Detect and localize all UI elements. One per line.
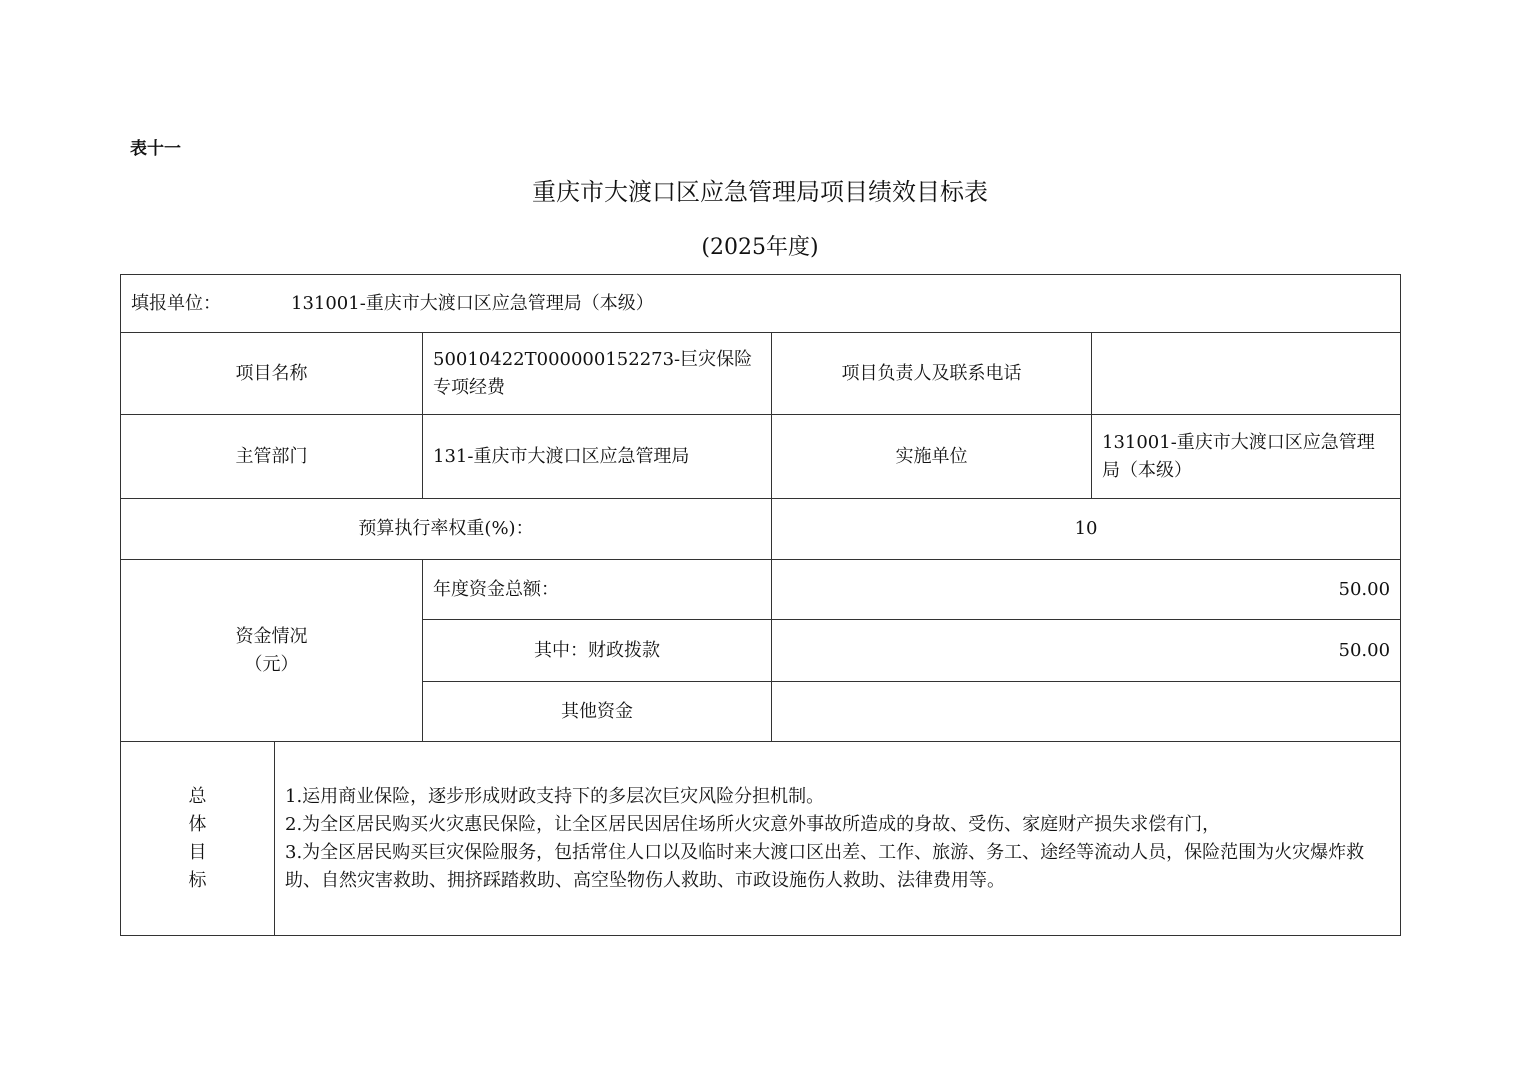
budget-rate-row (121, 499, 1401, 560)
goals-content (275, 742, 1401, 936)
project-name-label: 项目名称 (121, 333, 423, 415)
budget-rate-label: 预算执行率权重(%)： (121, 499, 772, 560)
performance-goal-table (120, 274, 1401, 936)
project-name-value: 50010422T000000152273-巨灾保险专项经费 (423, 333, 772, 415)
goals-label-char: 总 (188, 785, 207, 807)
funds-label-line1: 资金情况 (235, 625, 308, 647)
goal-item-2: 2.为全区居民购买火灾惠民保险，让全区居民因居住场所火灾意外事故所造成的身故、受伤、家庭财产损失求偿有门， (285, 813, 1221, 835)
project-row (121, 333, 1401, 415)
goals-label-char: 目 (188, 841, 207, 863)
project-contact-value (1092, 333, 1401, 415)
funds-label (121, 560, 423, 742)
funds-total-row (121, 560, 1401, 620)
goals-label (121, 742, 275, 936)
budget-rate-value: 10 (772, 499, 1401, 560)
funds-other-value (772, 682, 1401, 742)
goal-item-3: 3.为全区居民购买巨灾保险服务，包括常住人口以及临时来大渡口区出差、工作、旅游、务工、途经等流动人员，保险范围为火灾爆炸救助、自然灾害救助、拥挤踩踏救助、高空坠物伤人救助、市政设施伤人救助、法律费用等。 (285, 841, 1365, 891)
goals-row (121, 742, 1401, 936)
funds-fiscal-value: 50.00 (772, 620, 1401, 682)
funds-other-label: 其他资金 (423, 682, 772, 742)
impl-unit-label: 实施单位 (772, 415, 1092, 499)
unit-label: 填报单位： (131, 292, 221, 314)
project-contact-label: 项目负责人及联系电话 (772, 333, 1092, 415)
impl-unit-value: 131001-重庆市大渡口区应急管理局（本级） (1092, 415, 1401, 499)
goal-item-1: 1.运用商业保险，逐步形成财政支持下的多层次巨灾风险分担机制。 (285, 785, 825, 807)
funds-fiscal-label: 其中：财政拨款 (423, 620, 772, 682)
dept-row (121, 415, 1401, 499)
unit-cell (121, 275, 1401, 333)
page-subtitle: (2025年度) (701, 235, 819, 260)
table-number: 表十一 (130, 139, 181, 159)
unit-value: 131001-重庆市大渡口区应急管理局（本级） (291, 292, 654, 314)
page-title: 重庆市大渡口区应急管理局项目绩效目标表 (532, 178, 988, 206)
goals-label-char: 体 (188, 813, 207, 835)
funds-total-value: 50.00 (772, 560, 1401, 620)
goals-label-char: 标 (188, 869, 207, 891)
unit-row (121, 275, 1401, 333)
funds-total-label: 年度资金总额： (423, 560, 772, 620)
dept-label: 主管部门 (121, 415, 423, 499)
dept-value: 131-重庆市大渡口区应急管理局 (423, 415, 772, 499)
funds-label-line2: （元） (244, 653, 299, 675)
